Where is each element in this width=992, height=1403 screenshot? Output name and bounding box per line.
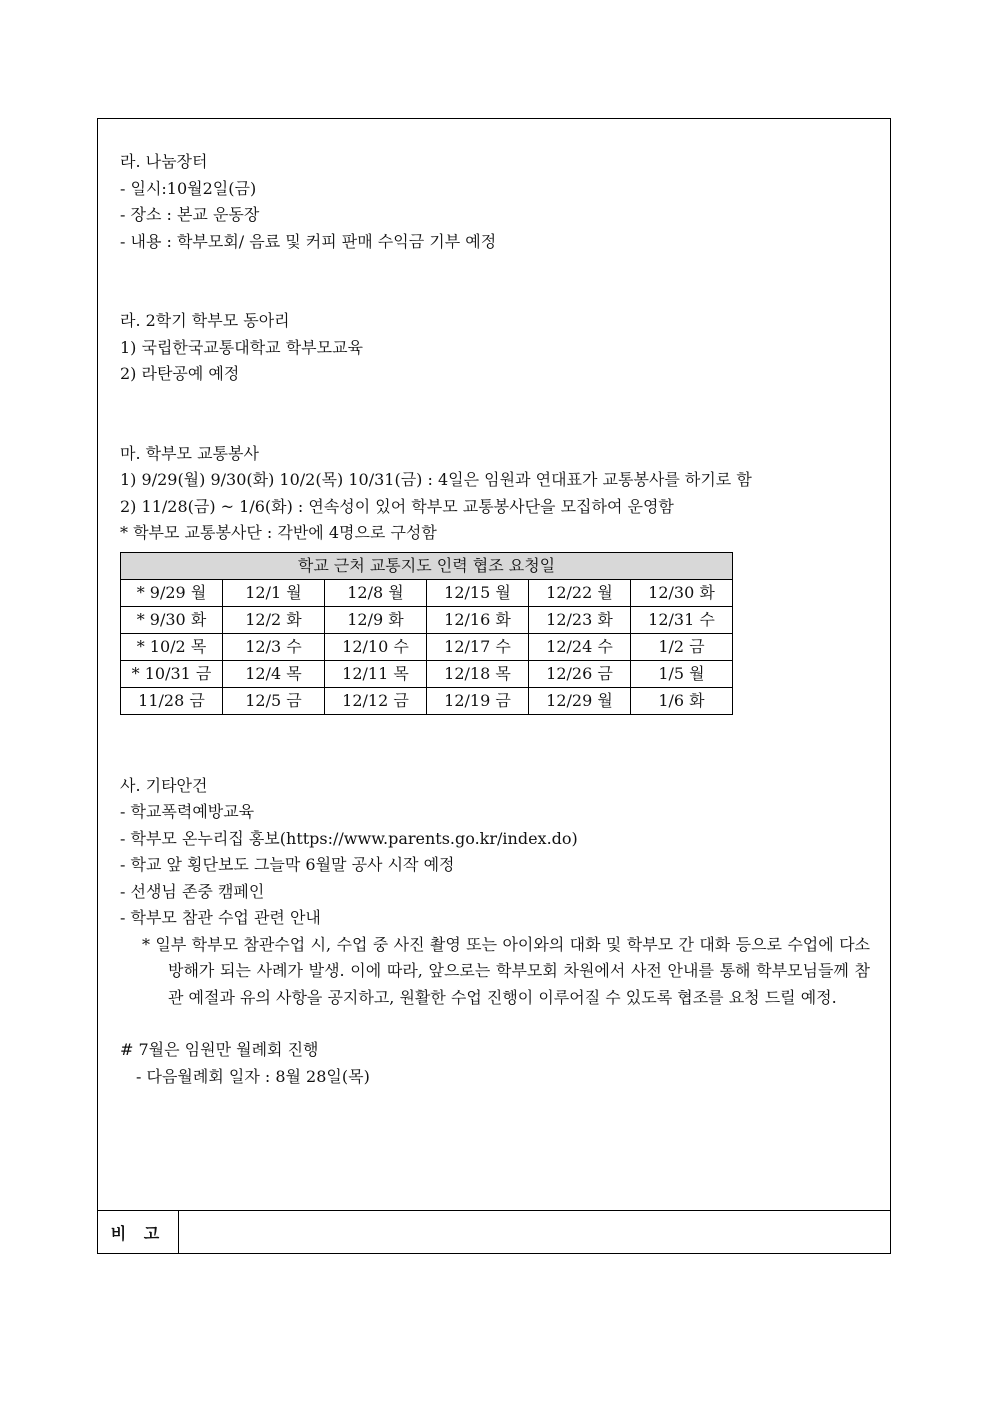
other-item-1: - 학교폭력예방교육 [120, 802, 255, 821]
club-heading: 라. 2학기 학부모 동아리 [120, 311, 290, 330]
remark-value [179, 1211, 890, 1253]
spacer [120, 255, 870, 308]
traffic-item-2: 2) 11/28(금) ~ 1/6(화) : 연속성이 있어 학부모 교통봉사단을 모집하여 운영함 [120, 496, 674, 516]
other-item-3: - 학교 앞 횡단보도 그늘막 6월말 공사 시작 예정 [120, 855, 455, 874]
remark-row [98, 1210, 890, 1253]
table-cell: 1/2 금 [631, 633, 733, 660]
table-cell: 12/19 금 [427, 687, 529, 714]
traffic-schedule-table [120, 552, 733, 715]
table-cell: 12/3 수 [223, 633, 325, 660]
table-cell: 12/2 화 [223, 606, 325, 633]
traffic-note: * 학부모 교통봉사단 : 각반에 4명으로 구성함 [120, 523, 437, 542]
table-cell: 12/30 화 [631, 579, 733, 606]
table-cell: 12/16 화 [427, 606, 529, 633]
traffic-item-1: 1) 9/29(월) 9/30(화) 10/2(목) 10/31(금) : 4일은 임원과 연대표가 교통봉사를 하기로 함 [120, 470, 752, 489]
table-cell: 12/29 월 [529, 687, 631, 714]
table-cell: 12/12 금 [325, 687, 427, 714]
table-cell: 12/10 수 [325, 633, 427, 660]
closing-line-1: # 7월은 임원만 월례회 진행 [120, 1040, 319, 1059]
club-item-2: 2) 라탄공예 예정 [120, 364, 240, 383]
other-item-5: - 학부모 참관 수업 관련 안내 [120, 908, 321, 927]
table-row [121, 606, 733, 633]
market-date: - 일시:10월2일(금) [120, 178, 257, 198]
document-frame [97, 118, 891, 1254]
closing-line-2: - 다음월례회 일자 : 8월 28일(목) [136, 1066, 370, 1086]
table-cell: 12/5 금 [223, 687, 325, 714]
table-row [121, 633, 733, 660]
other-item-2: - 학부모 온누리집 홍보(https://www.parents.go.kr/index.do) [120, 828, 578, 848]
market-content: - 내용 : 학부모회/ 음료 및 커피 판매 수익금 기부 예정 [120, 231, 497, 251]
table-cell: * 10/2 목 [121, 633, 223, 660]
market-place: - 장소 : 본교 운동장 [120, 205, 260, 224]
table-cell: 11/28 금 [121, 687, 223, 714]
table-row [121, 687, 733, 714]
visit-class-note [120, 932, 870, 1012]
table-cell: 12/17 수 [427, 633, 529, 660]
table-cell: 12/11 목 [325, 660, 427, 687]
table-row [121, 660, 733, 687]
note-text: * 일부 학부모 참관수업 시, 수업 중 사진 촬영 또는 아이와의 대화 및 학부모 간 대화 등으로 수업에 다소 방해가 되는 사례가 발생. 이에 따라, 앞으로는 학부모회 차원에서 사전 안내를 통해 학부모님들께 참관 예절과 유의 사항을 공지하고, 원활한 수업 진행이 이루어질 수 있도록 협조를 요청 드릴 예정. [142, 934, 870, 1007]
table-cell: 1/5 월 [631, 660, 733, 687]
table-cell: * 9/29 월 [121, 579, 223, 606]
table-cell: 12/26 금 [529, 660, 631, 687]
table-cell: 12/15 월 [427, 579, 529, 606]
table-cell: 12/31 수 [631, 606, 733, 633]
table-cell: 12/9 화 [325, 606, 427, 633]
table-cell: 12/23 화 [529, 606, 631, 633]
other-heading: 사. 기타안건 [120, 775, 208, 795]
table-title: 학교 근처 교통지도 인력 협조 요청일 [121, 552, 733, 579]
table-cell: 12/8 월 [325, 579, 427, 606]
spacer [120, 720, 870, 773]
table-cell: * 10/31 금 [121, 660, 223, 687]
table-row [121, 579, 733, 606]
table-cell: 12/4 목 [223, 660, 325, 687]
other-item-4: - 선생님 존중 캠페인 [120, 881, 265, 901]
traffic-heading: 마. 학부모 교통봉사 [120, 443, 259, 463]
table-cell: 12/18 목 [427, 660, 529, 687]
club-item-1: 1) 국립한국교통대학교 학부모교육 [120, 337, 363, 357]
table-cell: 12/24 수 [529, 633, 631, 660]
spacer [120, 388, 870, 441]
table-cell: 12/1 월 [223, 579, 325, 606]
table-cell: 12/22 월 [529, 579, 631, 606]
spacer [120, 1011, 870, 1037]
table-cell: * 9/30 화 [121, 606, 223, 633]
remark-label: 비 고 [98, 1211, 179, 1253]
market-heading: 라. 나눔장터 [120, 152, 208, 171]
document-content [120, 149, 870, 1090]
table-cell: 1/6 화 [631, 687, 733, 714]
